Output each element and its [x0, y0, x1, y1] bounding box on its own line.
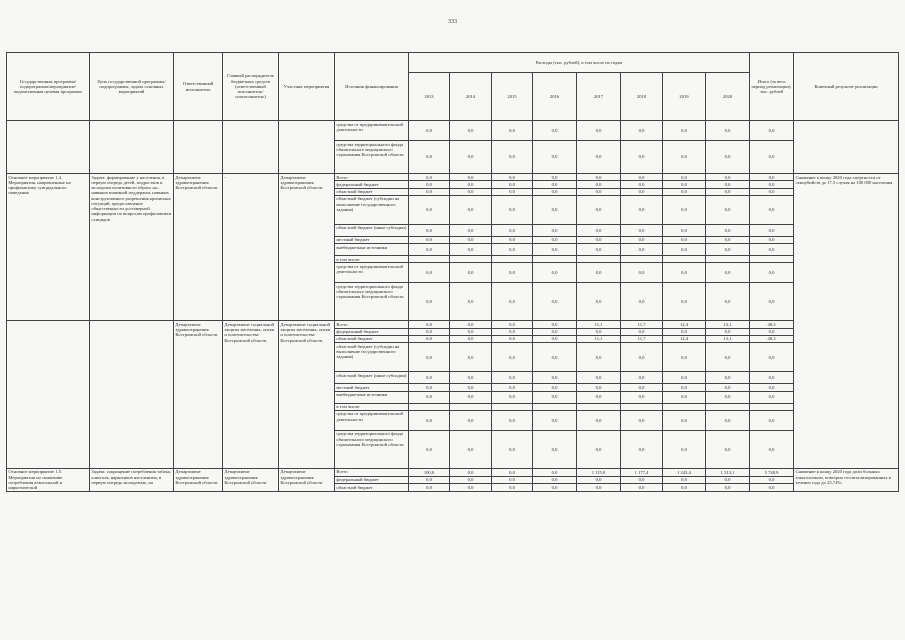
year-value: 0,0 — [577, 384, 621, 391]
cell-participant: Департамент социальной защиты населения, опеки и попечительства Костромской области — [279, 321, 335, 468]
year-value: 11,1 — [577, 335, 621, 342]
year-value: 0,0 — [621, 384, 663, 391]
total-value: 0,0 — [750, 181, 794, 188]
year-value: 0,0 — [663, 476, 706, 484]
header-participant: Участник мероприятия — [279, 53, 335, 121]
year-value: 0,0 — [492, 224, 533, 236]
year-value: 0,0 — [663, 283, 706, 321]
year-value: 0,0 — [492, 335, 533, 342]
year-value: 0,0 — [663, 484, 706, 492]
year-value: 0,0 — [492, 328, 533, 335]
year-value: 0,0 — [577, 236, 621, 243]
cell-program — [7, 321, 90, 468]
year-value: 0,0 — [706, 484, 750, 492]
year-value: 0,0 — [706, 263, 750, 283]
year-value: 0,0 — [621, 328, 663, 335]
year-value: 0,0 — [577, 430, 621, 468]
cell-participant: Департамент здравоохранения Костромской области — [279, 468, 335, 491]
year-value: 0,0 — [577, 283, 621, 321]
year-value: 0,0 — [450, 430, 492, 468]
year-value: 0,0 — [577, 391, 621, 403]
total-value: 0,0 — [750, 141, 794, 174]
funding-source: федеральный бюджет — [335, 181, 409, 188]
year-value: 0,0 — [663, 195, 706, 224]
year-value: 0,0 — [663, 244, 706, 256]
year-value: 0,0 — [663, 430, 706, 468]
total-value: 5 748,9 — [750, 468, 794, 476]
year-value: 0,0 — [706, 174, 750, 181]
year-value: 0,0 — [450, 476, 492, 484]
continuation-cell — [7, 121, 90, 174]
year-value — [533, 256, 577, 263]
funding-source: средства территориального фонда обязательного медицинского страхования Костромской области — [335, 141, 409, 174]
table-body — [7, 121, 899, 492]
year-value: 0,0 — [621, 181, 663, 188]
funding-source: областной бюджет — [335, 188, 409, 195]
year-value: 0,0 — [621, 195, 663, 224]
header-expenses: Расходы (тыс. рублей), в том числе по годам — [409, 53, 750, 73]
year-value: 0,0 — [492, 321, 533, 328]
total-value: 0,0 — [750, 236, 794, 243]
year-value: 0,0 — [409, 141, 450, 174]
cell-goal: Задача: формирование у населения, в первую очередь детей, подростков и молодежи позитивного образа «я», навыков взаимной поддержки, навыков конструктивного разрешения кризисных ситуаций, предоставление общественности достоверной информации по вопросам профилактики суицидов — [90, 174, 174, 321]
total-value: 48,3 — [750, 335, 794, 342]
year-value: 0,0 — [663, 343, 706, 372]
table-row — [7, 174, 899, 181]
year-value: 0,0 — [533, 328, 577, 335]
year-value: 0,0 — [409, 321, 450, 328]
year-value: 0,0 — [621, 244, 663, 256]
year-value: 0,0 — [533, 263, 577, 283]
year-value: 0,0 — [409, 328, 450, 335]
page-number: 333 — [448, 19, 457, 25]
header-year: 2014 — [450, 73, 492, 121]
year-value: 1 313,1 — [706, 468, 750, 476]
funding-source: Всего — [335, 468, 409, 476]
year-value: 0,0 — [621, 484, 663, 492]
year-value: 0,0 — [533, 384, 577, 391]
year-value: 0,0 — [409, 188, 450, 195]
header-result: Конечный результат реализации — [794, 53, 899, 121]
year-value: 0,0 — [577, 372, 621, 384]
funding-source: средства от предпринимательской деятельности — [335, 410, 409, 430]
year-value: 0,0 — [706, 328, 750, 335]
cell-manager: Департамент социальной защиты населения, опеки и попечительства Костромской области — [223, 321, 279, 468]
table-row — [7, 468, 899, 476]
year-value: 0,0 — [533, 468, 577, 476]
year-value: 0,0 — [492, 244, 533, 256]
year-value: 0,0 — [450, 372, 492, 384]
year-value: 0,0 — [409, 283, 450, 321]
year-value: 0,0 — [450, 391, 492, 403]
year-value: 0,0 — [409, 343, 450, 372]
funding-source: областной бюджет (иные субсидии) — [335, 224, 409, 236]
cell-program: Основное мероприятие 1.4. Мероприятия, направленные на профилактику суицидального поведения — [7, 174, 90, 321]
year-value: 0,0 — [409, 236, 450, 243]
total-value: 0,0 — [750, 343, 794, 372]
year-value: 0,0 — [450, 224, 492, 236]
year-value: 0,0 — [450, 244, 492, 256]
year-value: 0,0 — [577, 224, 621, 236]
year-value: 0,0 — [409, 484, 450, 492]
year-value: 0,0 — [409, 244, 450, 256]
cell-goal — [90, 321, 174, 468]
funding-source: областной бюджет (субсидии на выполнение государственного задания) — [335, 343, 409, 372]
year-value — [492, 403, 533, 410]
year-value: 0,0 — [577, 174, 621, 181]
year-value: 0,0 — [706, 372, 750, 384]
year-value — [492, 256, 533, 263]
total-value: 0,0 — [750, 328, 794, 335]
funding-source: Всего — [335, 321, 409, 328]
year-value: 0,0 — [492, 141, 533, 174]
total-value: 0,0 — [750, 174, 794, 181]
year-value: 0,0 — [409, 224, 450, 236]
total-value: 0,0 — [750, 391, 794, 403]
year-value — [409, 403, 450, 410]
funding-source: внебюджетные источники — [335, 391, 409, 403]
year-value: 1 115,0 — [577, 468, 621, 476]
cell-program: Основное мероприятие 1.5. Мероприятия по снижению потребления алкогольной и наркотической — [7, 468, 90, 491]
year-value: 0,0 — [706, 188, 750, 195]
total-value — [750, 256, 794, 263]
year-value: 0,0 — [533, 283, 577, 321]
year-value — [621, 403, 663, 410]
year-value: 0,0 — [577, 484, 621, 492]
year-value: 0,0 — [409, 410, 450, 430]
year-value — [621, 256, 663, 263]
header-program: Государственная программа/подпрограмма/мероприятие/ведомственная целевая программа — [7, 53, 90, 121]
year-value: 0,0 — [450, 121, 492, 141]
year-value: 0,0 — [706, 391, 750, 403]
year-value: 0,0 — [533, 141, 577, 174]
year-value: 13,1 — [706, 335, 750, 342]
header-total: Итого (за весь период реализации), тыс. рублей — [750, 53, 794, 121]
year-value: 0,0 — [663, 384, 706, 391]
funding-source: федеральный бюджет — [335, 328, 409, 335]
header-manager: Главный распорядитель бюджетных средств (ответственный исполнитель/соисполнитель) — [223, 53, 279, 121]
year-value: 0,0 — [450, 484, 492, 492]
header-year: 2016 — [533, 73, 577, 121]
year-value: 0,0 — [450, 283, 492, 321]
table-row — [7, 121, 899, 141]
year-value: 0,0 — [450, 141, 492, 174]
year-value: 0,0 — [706, 430, 750, 468]
year-value: 0,0 — [409, 121, 450, 141]
continuation-cell — [279, 121, 335, 174]
year-value: 0,0 — [533, 343, 577, 372]
year-value: 0,0 — [533, 410, 577, 430]
total-value: 0,0 — [750, 384, 794, 391]
funding-source: областной бюджет (субсидии на выполнение государственного задания) — [335, 195, 409, 224]
year-value: 0,0 — [492, 343, 533, 372]
year-value: 11,7 — [621, 335, 663, 342]
header-year: 2019 — [663, 73, 706, 121]
year-value: 0,0 — [409, 263, 450, 283]
year-value: 0,0 — [492, 372, 533, 384]
year-value: 0,0 — [492, 283, 533, 321]
year-value: 0,0 — [450, 174, 492, 181]
year-value: 0,0 — [577, 244, 621, 256]
year-value: 0,0 — [706, 476, 750, 484]
year-value: 0,0 — [409, 195, 450, 224]
year-value: 13,1 — [706, 321, 750, 328]
continuation-cell — [223, 121, 279, 174]
year-value — [706, 403, 750, 410]
year-value: 0,0 — [663, 121, 706, 141]
year-value: 0,0 — [533, 430, 577, 468]
header-executor: Ответственный исполнитель — [174, 53, 223, 121]
year-value: 0,0 — [450, 468, 492, 476]
year-value: 0,0 — [450, 335, 492, 342]
year-value: 0,0 — [450, 321, 492, 328]
continuation-cell — [794, 121, 899, 174]
year-value: 1 243,4 — [663, 468, 706, 476]
year-value: 0,0 — [533, 174, 577, 181]
year-value: 0,0 — [621, 188, 663, 195]
year-value: 0,0 — [706, 121, 750, 141]
year-value: 0,0 — [663, 372, 706, 384]
year-value: 0,0 — [492, 181, 533, 188]
funding-source: в том числе: — [335, 256, 409, 263]
year-value: 0,0 — [577, 121, 621, 141]
year-value — [706, 256, 750, 263]
total-value: 0,0 — [750, 263, 794, 283]
year-value: 0,0 — [663, 174, 706, 181]
funding-source: областной бюджет — [335, 484, 409, 492]
funding-source: Всего — [335, 174, 409, 181]
year-value: 0,0 — [706, 141, 750, 174]
year-value: 0,0 — [450, 181, 492, 188]
year-value: 0,0 — [706, 195, 750, 224]
year-value — [533, 403, 577, 410]
year-value: 0,0 — [533, 224, 577, 236]
year-value: 1 177,4 — [621, 468, 663, 476]
funding-source: средства от предпринимательской деятельности — [335, 121, 409, 141]
year-value: 0,0 — [409, 384, 450, 391]
year-value: 0,0 — [663, 141, 706, 174]
funding-source: местный бюджет — [335, 384, 409, 391]
year-value — [577, 403, 621, 410]
year-value: 0,0 — [492, 236, 533, 243]
cell-executor: Департамент здравоохранения Костромской области — [174, 321, 223, 468]
year-value: 0,0 — [533, 484, 577, 492]
year-value: 0,0 — [492, 174, 533, 181]
cell-manager: Департамент здравоохранения Костромской области — [223, 468, 279, 491]
header-year: 2013 — [409, 73, 450, 121]
cell-goal: Задача: сокращение потребления табака, алкоголя, наркотиков населением, в первую очередь молодежью, на — [90, 468, 174, 491]
year-value: 0,0 — [621, 391, 663, 403]
year-value: 0,0 — [663, 188, 706, 195]
year-value: 0,0 — [706, 410, 750, 430]
year-value: 0,0 — [450, 410, 492, 430]
year-value: 0,0 — [577, 188, 621, 195]
year-value: 0,0 — [492, 263, 533, 283]
total-value: 0,0 — [750, 244, 794, 256]
year-value: 0,0 — [492, 195, 533, 224]
year-value: 0,0 — [492, 484, 533, 492]
total-value: 0,0 — [750, 410, 794, 430]
year-value: 0,0 — [577, 141, 621, 174]
funding-source: федеральный бюджет — [335, 476, 409, 484]
year-value: 0,0 — [706, 343, 750, 372]
cell-participant: Департамент здравоохранения Костромской области — [279, 174, 335, 321]
total-value: 0,0 — [750, 121, 794, 141]
cell-manager: - — [223, 174, 279, 321]
total-value: 0,0 — [750, 224, 794, 236]
year-value: 0,0 — [409, 476, 450, 484]
year-value: 0,0 — [492, 468, 533, 476]
cell-executor: Департамент здравоохранения Костромской области — [174, 174, 223, 321]
year-value: 0,0 — [663, 328, 706, 335]
funding-source: местный бюджет — [335, 236, 409, 243]
year-value: 0,0 — [663, 181, 706, 188]
header-row-top — [7, 53, 899, 73]
year-value: 0,0 — [621, 410, 663, 430]
year-value: 0,0 — [706, 283, 750, 321]
total-value: 0,0 — [750, 372, 794, 384]
cell-executor: Департамент здравоохранения Костромской области — [174, 468, 223, 491]
year-value: 0,0 — [706, 236, 750, 243]
total-value: 0,0 — [750, 430, 794, 468]
year-value: 0,0 — [706, 384, 750, 391]
year-value: 0,0 — [533, 321, 577, 328]
year-value: 0,0 — [706, 224, 750, 236]
year-value: 0,0 — [492, 121, 533, 141]
total-value: 0,0 — [750, 283, 794, 321]
continuation-cell — [174, 121, 223, 174]
year-value: 0,0 — [621, 476, 663, 484]
year-value: 0,0 — [577, 410, 621, 430]
header-year: 2020 — [706, 73, 750, 121]
year-value: 0,0 — [533, 391, 577, 403]
year-value: 0,0 — [492, 391, 533, 403]
year-value: 11,7 — [621, 321, 663, 328]
total-value: 0,0 — [750, 188, 794, 195]
year-value: 0,0 — [450, 343, 492, 372]
year-value: 0,0 — [492, 188, 533, 195]
year-value: 0,0 — [577, 476, 621, 484]
year-value: 0,0 — [621, 430, 663, 468]
year-value: 0,0 — [663, 263, 706, 283]
year-value: 0,0 — [533, 236, 577, 243]
year-value: 0,0 — [663, 391, 706, 403]
year-value: 0,0 — [663, 410, 706, 430]
year-value: 0,0 — [621, 121, 663, 141]
cell-result: Снижение к концу 2020 года доли больных алкоголизмом, повторно госпитализированных в течение года до 25,74%; — [794, 468, 899, 491]
year-value: 0,0 — [492, 430, 533, 468]
year-value: 0,0 — [621, 224, 663, 236]
year-value: 0,0 — [533, 121, 577, 141]
year-value: 12,4 — [663, 335, 706, 342]
cell-result: Снижение к концу 2020 года смертности от самоубийств до 17,5 случая на 100 000 населения — [794, 174, 899, 469]
funding-source: средства территориального фонда обязательного медицинского страхования Костромской области — [335, 283, 409, 321]
funding-source: средства территориального фонда обязательного медицинского страхования Костромской области — [335, 430, 409, 468]
year-value: 0,0 — [492, 476, 533, 484]
year-value: 0,0 — [409, 335, 450, 342]
year-value: 0,0 — [533, 188, 577, 195]
year-value — [663, 403, 706, 410]
year-value: 0,0 — [706, 181, 750, 188]
total-value: 0,0 — [750, 484, 794, 492]
total-value: 0,0 — [750, 476, 794, 484]
year-value — [450, 256, 492, 263]
year-value — [450, 403, 492, 410]
funding-source: в том числе: — [335, 403, 409, 410]
year-value: 0,0 — [409, 391, 450, 403]
year-value: 0,0 — [409, 174, 450, 181]
year-value: 0,0 — [621, 174, 663, 181]
year-value: 12,4 — [663, 321, 706, 328]
funding-source: областной бюджет — [335, 335, 409, 342]
continuation-cell — [90, 121, 174, 174]
year-value: 0,0 — [577, 343, 621, 372]
year-value: 100,0 — [409, 468, 450, 476]
funding-source: областной бюджет (иные субсидии) — [335, 372, 409, 384]
year-value: 0,0 — [577, 181, 621, 188]
funding-source: внебюджетные источники — [335, 244, 409, 256]
budget-table — [6, 52, 899, 492]
year-value: 0,0 — [533, 476, 577, 484]
total-value: 0,0 — [750, 195, 794, 224]
year-value: 0,0 — [409, 181, 450, 188]
year-value: 0,0 — [577, 328, 621, 335]
year-value: 0,0 — [533, 181, 577, 188]
year-value: 0,0 — [706, 244, 750, 256]
year-value: 0,0 — [663, 224, 706, 236]
year-value: 0,0 — [450, 236, 492, 243]
year-value: 0,0 — [621, 343, 663, 372]
header-year: 2017 — [577, 73, 621, 121]
year-value: 0,0 — [621, 372, 663, 384]
header-goal: Цель государственной программы/подпрограммы, задача основных мероприятий — [90, 53, 174, 121]
funding-source: средства от предпринимательской деятельности — [335, 263, 409, 283]
year-value: 0,0 — [621, 236, 663, 243]
year-value: 0,0 — [492, 384, 533, 391]
year-value: 0,0 — [409, 430, 450, 468]
year-value: 0,0 — [577, 195, 621, 224]
year-value: 0,0 — [533, 195, 577, 224]
total-value — [750, 403, 794, 410]
year-value: 0,0 — [450, 195, 492, 224]
header-year: 2018 — [621, 73, 663, 121]
table-row — [7, 321, 899, 328]
year-value — [577, 256, 621, 263]
header-source: Источник финансирования — [335, 53, 409, 121]
year-value: 0,0 — [450, 328, 492, 335]
year-value — [409, 256, 450, 263]
year-value: 0,0 — [533, 372, 577, 384]
year-value: 0,0 — [450, 263, 492, 283]
year-value: 11,1 — [577, 321, 621, 328]
year-value — [663, 256, 706, 263]
year-value: 0,0 — [663, 236, 706, 243]
year-value: 0,0 — [621, 263, 663, 283]
year-value: 0,0 — [621, 283, 663, 321]
year-value: 0,0 — [492, 410, 533, 430]
year-value: 0,0 — [533, 335, 577, 342]
year-value: 0,0 — [450, 188, 492, 195]
year-value: 0,0 — [577, 263, 621, 283]
year-value: 0,0 — [409, 372, 450, 384]
year-value: 0,0 — [621, 141, 663, 174]
total-value: 48,3 — [750, 321, 794, 328]
year-value: 0,0 — [450, 384, 492, 391]
header-year: 2015 — [492, 73, 533, 121]
year-value: 0,0 — [533, 244, 577, 256]
